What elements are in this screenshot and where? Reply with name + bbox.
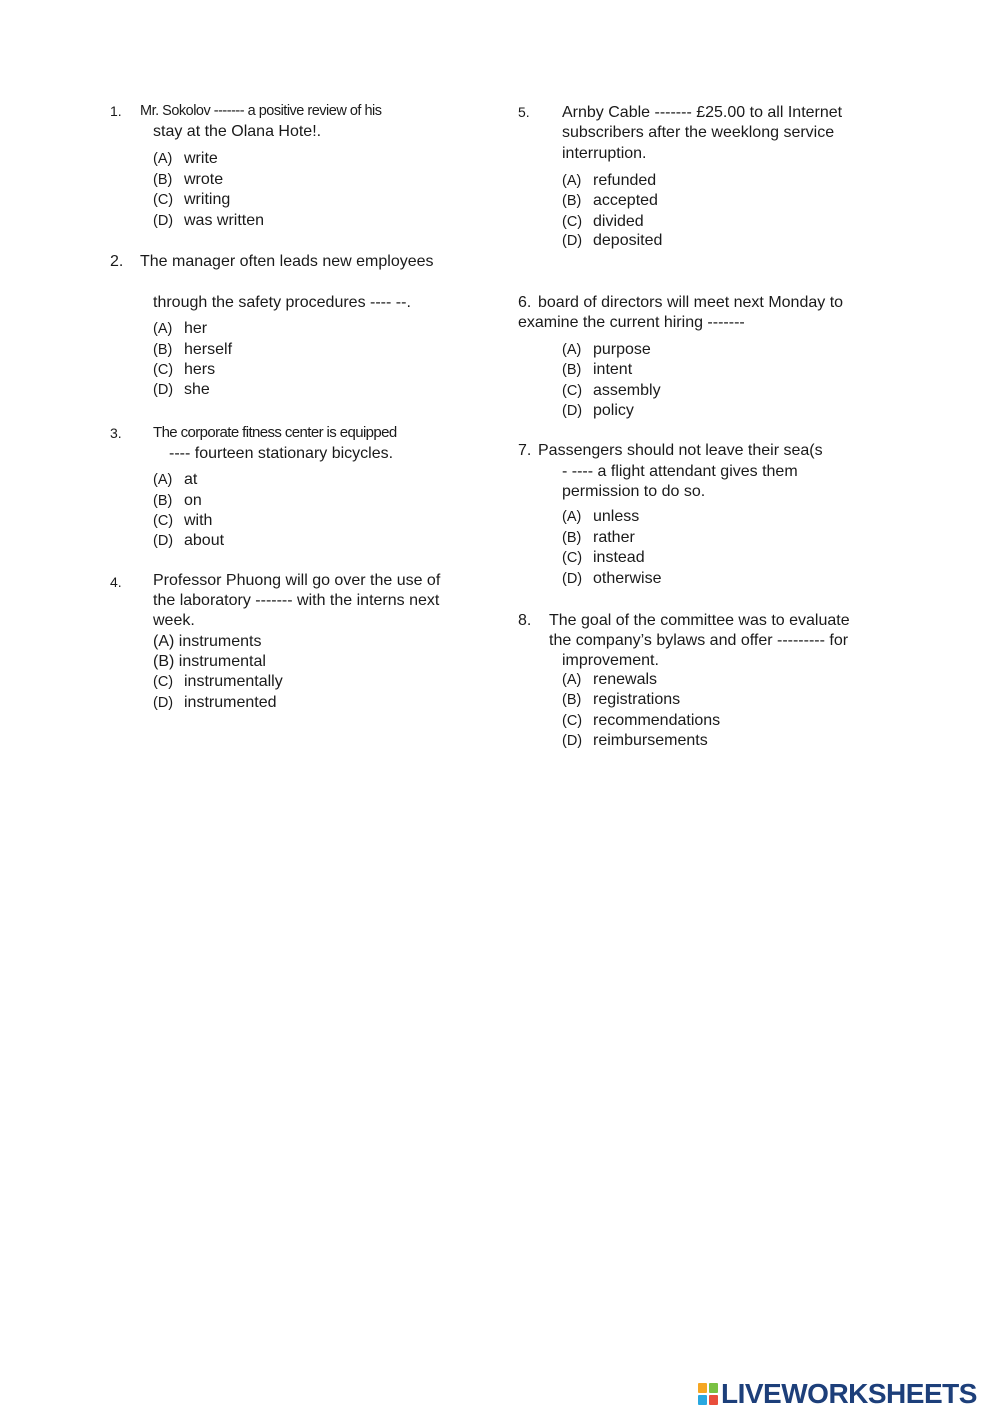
question-text: The manager often leads new employees [140, 253, 434, 270]
question-text: interruption. [562, 145, 647, 162]
question-text: Professor Phuong will go over the use of [153, 572, 441, 589]
option-d[interactable]: (D) was written [153, 212, 265, 229]
liveworksheets-logo-icon [698, 1383, 718, 1405]
option-d[interactable]: (D) about [153, 532, 225, 549]
option-c[interactable]: (C) hers [153, 361, 216, 378]
option-d[interactable]: (D) she [153, 381, 210, 398]
option-a[interactable]: (A) unless [562, 508, 640, 525]
question-text: week. [153, 612, 195, 629]
option-c[interactable]: (C) instrumentally [153, 673, 283, 690]
option-b[interactable]: (B) herself [153, 341, 233, 358]
option-d[interactable]: (D) otherwise [562, 570, 662, 587]
question-text: The corporate fitness center is equipped [153, 424, 397, 441]
option-b[interactable]: (B) instrumental [153, 653, 266, 670]
question-number: 4. [110, 574, 122, 590]
question-text: - ---- a flight attendant gives them [562, 463, 798, 480]
option-a[interactable]: (A) refunded [562, 172, 657, 189]
question-text: the laboratory ------- with the interns next [153, 592, 440, 609]
question-text: ---- fourteen stationary bicycles. [169, 445, 394, 462]
question-text: The goal of the committee was to evaluate [549, 612, 850, 629]
option-d[interactable]: (D) deposited [562, 232, 663, 249]
option-b[interactable]: (B) registrations [562, 691, 681, 708]
option-b[interactable]: (B) wrote [153, 171, 224, 188]
option-a[interactable]: (A) instruments [153, 633, 262, 650]
question-text: stay at the Olana Hote!. [153, 123, 322, 140]
question-number: 2. [110, 253, 124, 270]
question-text: through the safety procedures ---- --. [153, 294, 411, 311]
option-a[interactable]: (A) at [153, 471, 198, 488]
option-d[interactable]: (D) policy [562, 402, 634, 419]
question-number: 6. [518, 294, 532, 311]
question-number: 1. [110, 103, 122, 119]
question-text: improvement. [562, 652, 659, 669]
question-text: Arnby Cable ------- £25.00 to all Internet [562, 104, 843, 121]
option-c[interactable]: (C) with [153, 512, 213, 529]
question-text: board of directors will meet next Monday to [538, 294, 844, 311]
option-c[interactable]: (C) recommendations [562, 712, 721, 729]
option-b[interactable]: (B) on [153, 492, 202, 509]
question-number: 8. [518, 612, 532, 629]
question-text: permission to do so. [562, 483, 706, 500]
option-a[interactable]: (A) purpose [562, 341, 651, 358]
question-number: 5. [518, 104, 530, 120]
option-c[interactable]: (C) assembly [562, 382, 661, 399]
option-b[interactable]: (B) intent [562, 361, 633, 378]
logo-text: LIVEWORKSHEETS [721, 1378, 977, 1409]
liveworksheets-logo[interactable] [698, 1378, 977, 1410]
question-text: examine the current hiring ------- [518, 314, 745, 331]
question-text: the company’s bylaws and offer --------- for [549, 632, 849, 649]
option-a[interactable]: (A) write [153, 150, 218, 167]
option-c[interactable]: (C) divided [562, 213, 644, 230]
question-text: subscribers after the weeklong service [562, 124, 835, 141]
option-c[interactable]: (C) instead [562, 549, 645, 566]
option-d[interactable]: (D) instrumented [153, 694, 277, 711]
option-a[interactable]: (A) her [153, 320, 208, 337]
question-number: 3. [110, 425, 122, 441]
option-b[interactable]: (B) rather [562, 529, 635, 546]
question-text: Mr. Sokolov ------- a positive review of his [140, 103, 382, 119]
option-d[interactable]: (D) reimbursements [562, 732, 708, 749]
option-b[interactable]: (B) accepted [562, 192, 658, 209]
question-text: Passengers should not leave their sea(s [538, 442, 823, 459]
option-c[interactable]: (C) writing [153, 191, 231, 208]
question-number: 7. [518, 442, 532, 459]
option-a[interactable]: (A) renewals [562, 671, 658, 688]
